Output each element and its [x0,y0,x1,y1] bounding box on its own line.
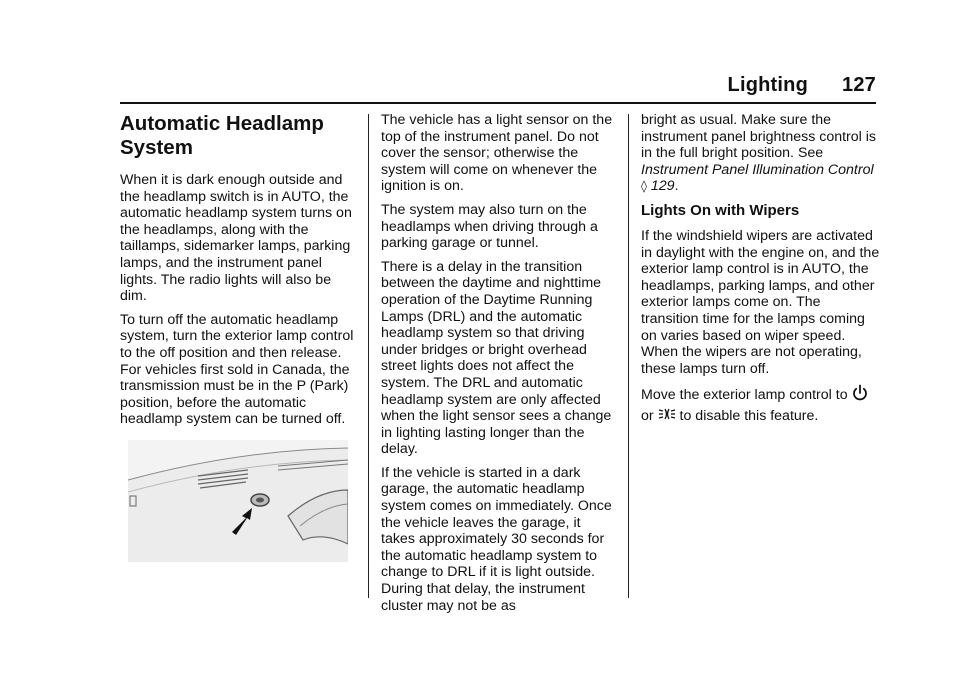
column-divider [368,114,369,598]
paragraph: To turn off the automatic headlamp system, turn the exterior lamp control to the off position and then release. For vehicles first sold in Canada, the transmission must be in the P (Park) position, before the automatic headlamp system can be turned off. [120,311,354,428]
cross-reference-text: Instrument Panel Illumination Control [641,161,874,178]
column-2 [381,112,615,621]
column-1 [120,112,355,435]
subsection-heading: Lights On with Wipers [641,201,800,219]
paragraph-text: bright as usual. Make sure the instrument panel brightness control is in the full bright position. See [641,112,877,162]
paragraph: If the vehicle is started in a dark garage, the automatic headlamp system comes on immediately. Once the vehicle leaves the garage, it takes approximately 30 seconds for the automatic headlamp system to change to DRL if it is light outside. During that delay, the instrument cluster may not be as [381,464,612,614]
section-heading: Automatic Headlamp System [120,112,324,159]
punctuation: . [674,178,679,195]
paragraph-text: Move the exterior lamp control to [641,387,848,404]
column-3 [641,112,881,433]
power-icon [852,384,868,407]
light-sensor-illustration [128,440,348,562]
paragraph: If the windshield wipers are activated in daylight with the engine on, and the exterior lamp control is in AUTO, the headlamps, parking lamps, and other exterior lamps come on. The transition time for the lamps coming on varies based on wiper speed. When the wipers are not operating, these lamps turn off. [641,227,880,377]
paragraph: When it is dark enough outside and the headlamp switch is in AUTO, the automatic headlamp system turns on the headlamps, along with the taillamps, sidemarker lamps, parking lamps, and the instrument panel lights. The radio lights will also be dim. [120,172,352,305]
paragraph: The system may also turn on the headlamps when driving through a parking garage or tunnel. [381,201,598,252]
page-header [728,74,876,97]
paragraph [641,112,881,195]
section-title: Lighting [727,74,809,96]
dashboard-drawing [128,440,348,562]
cross-reference-arrow-icon: ◊ [641,179,647,194]
cross-reference-page: 129 [650,178,675,195]
column-divider [628,114,629,598]
paragraph [641,384,881,425]
paragraph-text: or [641,407,654,424]
paragraph-text: to disable this feature. [679,407,819,424]
parking-lamp-icon [658,407,676,426]
page-number: 127 [842,74,876,96]
paragraph: The vehicle has a light sensor on the top of the instrument panel. Do not cover the sensor; otherwise the system will come on whenever the ignition is on. [381,112,613,195]
paragraph: There is a delay in the transition between the daytime and nighttime operation of the Daytime Running Lamps (DRL) and the automatic headlamp system so that driving under bridges or bright overhead street lights does not affect the system. The DRL and automatic headlamp system are only affected when the light sensor sees a change in lighting lasting longer than the delay. [381,258,612,458]
header-rule [120,102,876,104]
